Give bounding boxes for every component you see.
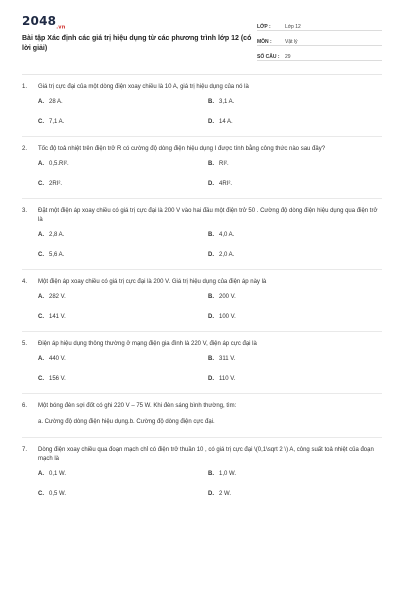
answer-option[interactable]	[38, 484, 208, 504]
question-text: Một bóng đèn sợi đốt có ghi 220 V – 75 W. Khi đèn sáng bình thường, tìm:	[38, 403, 237, 409]
question-item	[22, 207, 382, 265]
answer-option[interactable]	[38, 307, 208, 327]
question-item	[22, 83, 382, 132]
option-letter: D.	[208, 375, 214, 382]
question-text: Tốc độ toả nhiệt trên điện trở R có cường độ dòng điện hiệu dụng I được tính bằng công thức nào sau đây?	[38, 146, 326, 152]
answer-option[interactable]	[208, 349, 358, 369]
question-divider	[22, 198, 382, 199]
question-list	[22, 83, 382, 504]
option-text: 2,8 A.	[49, 231, 65, 238]
option-letter: A.	[38, 293, 44, 300]
answer-option[interactable]	[38, 112, 208, 132]
answer-options	[38, 349, 382, 389]
option-text: 100 V.	[219, 313, 236, 320]
answer-option[interactable]	[208, 92, 358, 112]
option-letter: D.	[208, 313, 214, 320]
option-letter: B.	[208, 160, 214, 167]
question-text: Dòng điện xoay chiều qua đoạn mạch chỉ có điện trở thuần 10 , có giá trị cực đại \(0,1\sqrt 2 \) A, công suất toả nhiệt của đoạn mạch là	[38, 447, 374, 462]
question-text: Giá trị cực đại của một dòng điện xoay chiều là 10 A, giá trị hiệu dụng của nó là	[38, 84, 249, 90]
question-item	[22, 340, 382, 389]
site-logo[interactable]	[22, 14, 252, 30]
logo-text: 2048	[22, 14, 57, 28]
option-text: 0,1 W.	[49, 470, 67, 477]
meta-label: LỚP :	[257, 24, 271, 30]
option-letter: C.	[38, 118, 44, 125]
option-letter: C.	[38, 490, 44, 497]
header	[22, 14, 382, 68]
answer-options	[38, 225, 382, 265]
question-number: 5.	[22, 341, 28, 347]
answer-option[interactable]	[208, 112, 358, 132]
question-text: Đặt một điện áp xoay chiều có giá trị cực đại là 200 V vào hai đầu một điện trở 50 . Cường độ dòng điện hiệu dụng qua điện trở là	[38, 208, 378, 223]
question-row	[22, 340, 382, 349]
question-subparts: a. Cường độ dòng điện hiệu dụng.b. Cường độ dòng điện cực đại.	[38, 418, 215, 425]
option-letter: D.	[208, 251, 214, 258]
option-text: 141 V.	[49, 313, 66, 320]
answer-option[interactable]	[208, 154, 358, 174]
answer-option[interactable]	[38, 154, 208, 174]
option-text: 2 W.	[219, 490, 232, 497]
option-text: 2RI².	[49, 180, 63, 187]
question-row	[22, 145, 382, 154]
answer-options	[38, 464, 382, 504]
meta-label: SỐ CÂU :	[257, 54, 280, 60]
option-text: 5,6 A.	[49, 251, 65, 258]
meta-value: Vật lý	[285, 39, 298, 45]
option-text: 4RI².	[219, 180, 233, 187]
option-letter: B.	[208, 231, 214, 238]
option-letter: D.	[208, 180, 214, 187]
answer-option[interactable]	[208, 307, 358, 327]
question-number: 4.	[22, 279, 28, 285]
answer-options	[38, 92, 382, 132]
question-item	[22, 402, 382, 433]
document-title: Bài tập Xác định các giá trị hiệu dụng từ các phương trình lớp 12 (có lời giải)	[22, 35, 252, 53]
question-number: 7.	[22, 447, 28, 453]
question-text: Một điện áp xoay chiều có giá trị cực đại là 200 V. Giá trị hiệu dụng của điện áp này là	[38, 279, 267, 285]
question-row	[22, 207, 382, 225]
question-divider	[22, 136, 382, 137]
option-letter: C.	[38, 375, 44, 382]
answer-options	[38, 154, 382, 194]
meta-value: 29	[285, 54, 291, 60]
answer-option[interactable]	[208, 287, 358, 307]
option-letter: B.	[208, 355, 214, 362]
option-letter: B.	[208, 293, 214, 300]
option-text: 0,5 W.	[49, 490, 67, 497]
meta-subject-row	[257, 33, 382, 46]
option-letter: B.	[208, 470, 214, 477]
option-letter: A.	[38, 470, 44, 477]
option-text: 14 A.	[219, 118, 233, 125]
meta-class-row	[257, 18, 382, 31]
answer-option[interactable]	[208, 174, 358, 194]
answer-option[interactable]	[208, 464, 358, 484]
question-number: 3.	[22, 208, 28, 214]
answer-option[interactable]	[38, 464, 208, 484]
question-item	[22, 278, 382, 327]
meta-value: Lớp 12	[285, 24, 301, 30]
answer-option[interactable]	[38, 225, 208, 245]
answer-option[interactable]	[38, 92, 208, 112]
option-letter: A.	[38, 160, 44, 167]
question-divider	[22, 437, 382, 438]
header-divider	[22, 74, 382, 75]
question-divider	[22, 393, 382, 394]
meta-label: MÔN :	[257, 39, 272, 45]
option-text: 3,1 A.	[219, 98, 235, 105]
option-text: 156 V.	[49, 375, 66, 382]
option-text: 0,5.RI².	[49, 160, 69, 167]
option-letter: D.	[208, 490, 214, 497]
answer-options	[38, 287, 382, 327]
option-text: 1,0 W.	[219, 470, 237, 477]
question-text: Điện áp hiệu dụng thông thường ở mạng điện gia đình là 220 V, điện áp cực đại là	[38, 341, 257, 347]
option-letter: A.	[38, 98, 44, 105]
option-text: 2,0 A.	[219, 251, 235, 258]
option-letter: C.	[38, 251, 44, 258]
question-row	[22, 83, 382, 92]
answer-option[interactable]	[38, 174, 208, 194]
answer-option[interactable]	[208, 369, 358, 389]
option-text: 282 V.	[49, 293, 66, 300]
option-text: 28 A.	[49, 98, 63, 105]
answer-option[interactable]	[38, 369, 208, 389]
question-divider	[22, 331, 382, 332]
option-letter: A.	[38, 355, 44, 362]
option-text: 311 V.	[219, 355, 236, 362]
meta-count-row	[257, 48, 382, 61]
option-text: 7,1 A.	[49, 118, 65, 125]
question-number: 2.	[22, 146, 28, 152]
answer-option[interactable]	[208, 245, 358, 265]
question-number: 1.	[22, 84, 28, 90]
question-row	[22, 278, 382, 287]
option-text: 110 V.	[219, 375, 236, 382]
question-item	[22, 446, 382, 504]
document-meta	[257, 18, 382, 68]
answer-option[interactable]	[208, 225, 358, 245]
question-row	[22, 402, 382, 411]
option-text: 440 V.	[49, 355, 66, 362]
option-text: RI².	[219, 160, 229, 167]
option-letter: C.	[38, 313, 44, 320]
answer-option[interactable]	[38, 349, 208, 369]
answer-option[interactable]	[38, 287, 208, 307]
question-number: 6.	[22, 403, 28, 409]
logo-suffix: .vn	[56, 24, 66, 31]
option-text: 200 V.	[219, 293, 236, 300]
option-letter: A.	[38, 231, 44, 238]
answer-option[interactable]	[38, 245, 208, 265]
answer-option[interactable]	[208, 484, 358, 504]
option-letter: D.	[208, 118, 214, 125]
question-row	[22, 446, 382, 464]
option-letter: C.	[38, 180, 44, 187]
question-divider	[22, 269, 382, 270]
question-item	[22, 145, 382, 194]
option-letter: B.	[208, 98, 214, 105]
option-text: 4,0 A.	[219, 231, 235, 238]
